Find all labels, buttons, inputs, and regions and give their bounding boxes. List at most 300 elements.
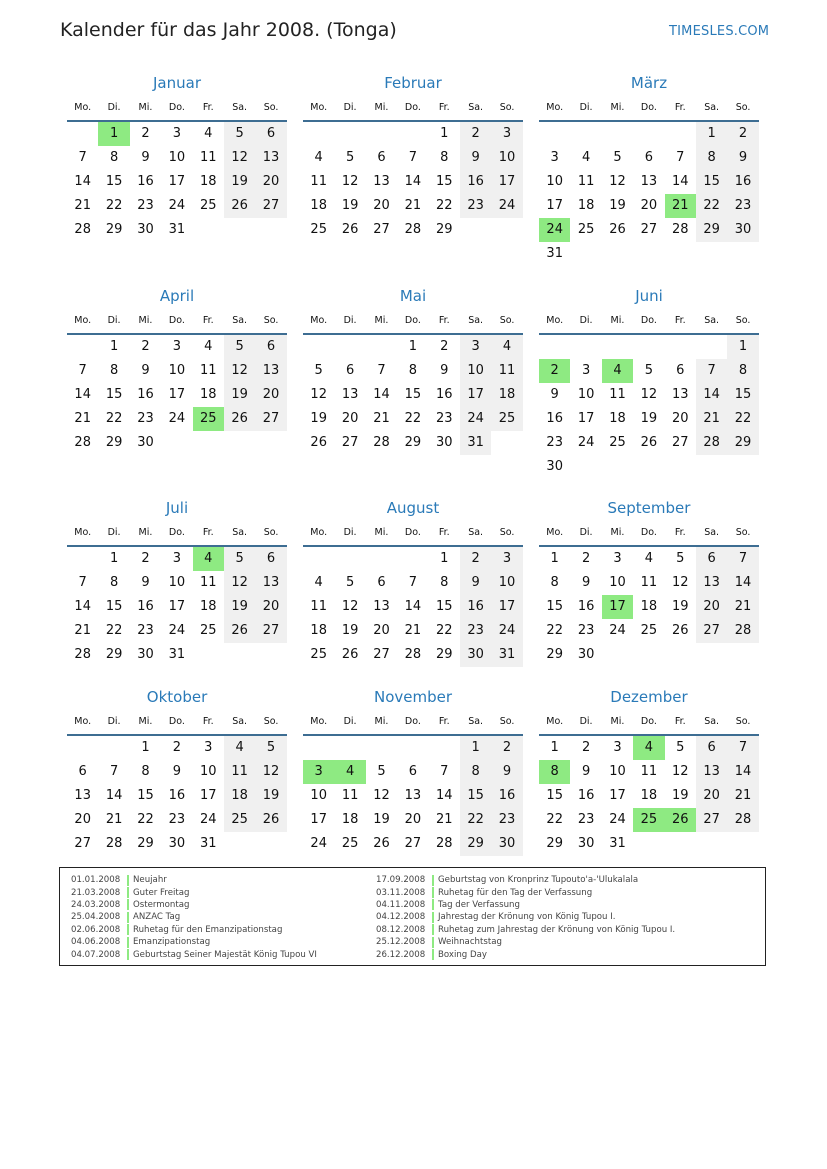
day-cell: 11 xyxy=(199,363,217,378)
legend-item xyxy=(71,886,317,898)
day-cell: 8 xyxy=(141,764,150,779)
empty-cell xyxy=(98,736,129,760)
day-cell: 26 xyxy=(224,407,255,431)
day-cell: 17 xyxy=(609,788,626,803)
day-cell: 11 xyxy=(640,764,658,779)
week-row xyxy=(67,359,287,383)
weekday-label: Sa. xyxy=(704,716,720,727)
empty-cell xyxy=(255,431,286,455)
day-cell: 15 xyxy=(546,788,563,803)
day-cell: 12 xyxy=(224,359,255,383)
weekday-label: Mo. xyxy=(546,315,564,326)
day-cell: 7 xyxy=(727,547,758,571)
day-cell: 14 xyxy=(74,599,91,614)
day-cell: 13 xyxy=(74,788,91,803)
weekday-header xyxy=(67,96,287,122)
day-cell: 21 xyxy=(373,411,390,426)
day-cell: 3 xyxy=(581,363,591,378)
empty-cell xyxy=(602,335,633,359)
holiday-marker xyxy=(432,924,434,935)
day-cell: 18 xyxy=(224,784,255,808)
weekday-label: So. xyxy=(499,102,515,113)
day-cell: 10 xyxy=(310,788,327,803)
day-cell: 9 xyxy=(141,363,150,378)
day-cell: 4 xyxy=(334,760,365,784)
day-cell: 1 xyxy=(550,551,559,566)
week-row xyxy=(67,335,287,359)
week-row xyxy=(539,619,759,643)
empty-cell xyxy=(602,242,633,266)
weekday-label: Sa. xyxy=(468,315,484,326)
week-row xyxy=(539,784,759,808)
day-cell: 17 xyxy=(577,411,595,426)
day-cell: 4 xyxy=(644,551,653,566)
legend-column-left xyxy=(71,874,317,961)
day-cell: 12 xyxy=(341,599,359,614)
day-cell: 29 xyxy=(137,836,154,851)
empty-cell xyxy=(397,547,428,571)
empty-cell xyxy=(602,455,633,479)
day-cell: 19 xyxy=(341,623,359,638)
weekday-label: Mi. xyxy=(610,716,625,727)
day-cell: 30 xyxy=(435,435,453,450)
weekday-label: Fr. xyxy=(438,315,450,326)
day-cell: 10 xyxy=(609,764,626,779)
empty-cell xyxy=(665,122,696,146)
day-cell: 28 xyxy=(727,808,758,832)
holiday-marker xyxy=(127,899,129,910)
day-cell: 1 xyxy=(141,740,150,755)
day-cell: 2 xyxy=(491,736,522,760)
empty-cell xyxy=(334,547,365,571)
weekday-label: Mo. xyxy=(74,527,92,538)
weekday-header xyxy=(303,309,523,335)
day-cell: 25 xyxy=(640,623,658,638)
day-cell: 3 xyxy=(613,551,622,566)
weekday-label: Mo. xyxy=(74,716,92,727)
day-cell: 3 xyxy=(172,551,181,566)
day-cell: 2 xyxy=(727,122,758,146)
legend-date: 04.11.2008 xyxy=(376,899,426,910)
day-cell: 15 xyxy=(105,387,123,402)
week-row xyxy=(303,194,523,218)
day-cell: 8 xyxy=(109,575,119,590)
day-cell: 3 xyxy=(204,740,213,755)
day-cell: 11 xyxy=(199,150,217,165)
day-cell: 6 xyxy=(676,363,685,378)
day-cell: 30 xyxy=(137,647,154,662)
day-cell: 28 xyxy=(404,647,422,662)
month-name: Juli xyxy=(165,499,189,517)
day-cell: 22 xyxy=(105,411,123,426)
day-cell: 24 xyxy=(168,198,186,213)
empty-cell xyxy=(665,643,696,667)
weekday-label: Di. xyxy=(579,527,593,538)
day-cell: 1 xyxy=(98,122,129,146)
weekday-label: Do. xyxy=(404,527,421,538)
weekday-label: Sa. xyxy=(468,527,484,538)
legend-date: 21.03.2008 xyxy=(71,887,121,898)
month-oktober xyxy=(67,684,287,856)
day-cell: 7 xyxy=(78,363,87,378)
day-cell: 4 xyxy=(314,150,323,165)
site-link[interactable]: TIMESLES.COM xyxy=(669,24,770,39)
day-cell: 14 xyxy=(404,174,422,189)
month-februar xyxy=(303,70,523,242)
day-cell: 3 xyxy=(303,760,334,784)
holiday-marker xyxy=(127,924,129,935)
weekday-label: Di. xyxy=(579,315,593,326)
day-cell: 22 xyxy=(696,194,727,218)
day-cell: 31 xyxy=(609,836,626,851)
day-cell: 6 xyxy=(408,764,417,779)
day-cell: 10 xyxy=(546,174,563,189)
legend-date: 04.07.2008 xyxy=(71,949,121,960)
day-cell: 29 xyxy=(696,218,727,242)
day-cell: 18 xyxy=(341,812,359,827)
empty-cell xyxy=(665,242,696,266)
legend-holiday-name: Emanzipationstag xyxy=(133,937,211,948)
day-cell: 21 xyxy=(404,623,422,638)
weekday-label: Do. xyxy=(168,527,185,538)
day-cell: 5 xyxy=(224,547,255,571)
holiday-marker xyxy=(432,937,434,948)
day-cell: 17 xyxy=(199,788,217,803)
weekday-label: Fr. xyxy=(202,527,214,538)
day-cell: 13 xyxy=(696,571,727,595)
day-cell: 6 xyxy=(644,150,653,165)
week-row xyxy=(67,760,287,784)
day-cell: 27 xyxy=(255,619,286,643)
day-cell: 13 xyxy=(255,146,286,170)
day-cell: 8 xyxy=(109,363,119,378)
day-cell: 23 xyxy=(137,623,154,638)
week-row xyxy=(539,832,759,856)
day-cell: 15 xyxy=(435,174,453,189)
legend-item xyxy=(376,948,675,960)
day-cell: 25 xyxy=(633,808,664,832)
day-cell: 7 xyxy=(696,359,727,383)
day-cell: 27 xyxy=(255,407,286,431)
week-row xyxy=(539,122,759,146)
weekday-label: So. xyxy=(499,716,515,727)
day-cell: 15 xyxy=(404,387,422,402)
weekday-label: Mi. xyxy=(374,315,389,326)
day-cell: 2 xyxy=(141,551,150,566)
week-row xyxy=(539,383,759,407)
empty-cell xyxy=(633,242,664,266)
week-row xyxy=(303,146,523,170)
legend-holiday-name: Geburtstag Seiner Majestät König Tupou VI xyxy=(133,949,317,960)
empty-cell xyxy=(224,832,255,856)
day-cell: 21 xyxy=(727,784,758,808)
legend-holiday-name: Tag der Verfassung xyxy=(438,899,520,910)
week-row xyxy=(303,359,523,383)
day-cell: 17 xyxy=(491,170,522,194)
week-row xyxy=(539,146,759,170)
day-cell: 19 xyxy=(255,784,286,808)
day-cell: 21 xyxy=(404,198,422,213)
empty-cell xyxy=(334,335,365,359)
day-cell: 20 xyxy=(255,383,286,407)
day-cell: 29 xyxy=(404,435,422,450)
weekday-label: Mi. xyxy=(138,102,153,113)
day-cell: 25 xyxy=(577,222,595,237)
day-cell: 23 xyxy=(577,623,595,638)
week-row xyxy=(303,170,523,194)
week-row xyxy=(67,407,287,431)
legend-holiday-name: Weihnachtstag xyxy=(438,937,502,948)
day-cell: 11 xyxy=(577,174,595,189)
weekday-label: So. xyxy=(263,527,279,538)
legend-holiday-name: Neujahr xyxy=(133,875,167,886)
empty-cell xyxy=(67,122,98,146)
empty-cell xyxy=(334,122,365,146)
day-cell: 30 xyxy=(460,643,491,667)
day-cell: 16 xyxy=(460,595,491,619)
day-cell: 8 xyxy=(408,363,417,378)
day-cell: 12 xyxy=(671,575,689,590)
day-cell: 20 xyxy=(640,198,658,213)
day-cell: 20 xyxy=(696,784,727,808)
empty-cell xyxy=(539,122,570,146)
day-cell: 12 xyxy=(373,788,390,803)
day-cell: 25 xyxy=(310,647,327,662)
month-name: September xyxy=(607,499,691,517)
week-row xyxy=(303,218,523,242)
day-cell: 28 xyxy=(74,435,91,450)
month-name: Mai xyxy=(399,287,427,305)
day-cell: 16 xyxy=(577,788,595,803)
month-name: März xyxy=(630,74,668,92)
weekday-label: Mi. xyxy=(374,527,389,538)
day-cell: 28 xyxy=(74,222,91,237)
day-cell: 12 xyxy=(341,174,359,189)
day-cell: 23 xyxy=(727,194,758,218)
day-cell: 21 xyxy=(665,194,696,218)
weekday-label: Do. xyxy=(404,102,421,113)
holiday-marker xyxy=(432,887,434,898)
day-cell: 4 xyxy=(491,335,522,359)
day-cell: 3 xyxy=(550,150,559,165)
day-cell: 9 xyxy=(141,150,150,165)
day-cell: 12 xyxy=(609,174,626,189)
day-cell: 18 xyxy=(609,411,626,426)
empty-cell xyxy=(67,335,98,359)
holiday-marker xyxy=(127,937,129,948)
day-cell: 24 xyxy=(168,411,186,426)
day-cell: 7 xyxy=(676,150,685,165)
weekday-label: Mi. xyxy=(610,102,625,113)
week-row xyxy=(539,571,759,595)
day-cell: 26 xyxy=(373,836,390,851)
day-cell: 6 xyxy=(255,547,286,571)
day-cell: 16 xyxy=(546,411,563,426)
weekday-label: Di. xyxy=(343,527,357,538)
day-cell: 24 xyxy=(199,812,217,827)
weekday-label: Mo. xyxy=(310,102,328,113)
day-cell: 13 xyxy=(373,599,390,614)
weekday-label: Do. xyxy=(404,716,421,727)
day-cell: 15 xyxy=(460,784,491,808)
legend-date: 08.12.2008 xyxy=(376,924,426,935)
day-cell: 18 xyxy=(310,198,327,213)
legend-holiday-name: Boxing Day xyxy=(438,949,487,960)
month-juli xyxy=(67,495,287,667)
empty-cell xyxy=(633,122,664,146)
weekday-label: Sa. xyxy=(704,102,720,113)
legend-item xyxy=(376,899,675,911)
weekday-label: Di. xyxy=(343,315,357,326)
empty-cell xyxy=(491,431,522,455)
day-cell: 24 xyxy=(460,407,491,431)
weekday-label: Di. xyxy=(107,315,121,326)
day-cell: 10 xyxy=(199,764,217,779)
day-cell: 14 xyxy=(727,760,758,784)
day-cell: 6 xyxy=(78,764,87,779)
legend-date: 04.12.2008 xyxy=(376,912,426,923)
week-row xyxy=(67,832,287,856)
day-cell: 4 xyxy=(204,126,213,141)
day-cell: 17 xyxy=(491,595,522,619)
day-cell: 17 xyxy=(168,387,186,402)
week-row xyxy=(539,595,759,619)
empty-cell xyxy=(727,832,758,856)
weekday-label: Mi. xyxy=(138,716,153,727)
week-row xyxy=(303,760,523,784)
weekday-label: Di. xyxy=(107,716,121,727)
day-cell: 28 xyxy=(696,431,727,455)
week-row xyxy=(67,736,287,760)
day-cell: 22 xyxy=(404,411,422,426)
weekday-label: Mo. xyxy=(310,315,328,326)
legend-holiday-name: Geburtstag von Kronprinz Tupouto'a-'Ulukalala xyxy=(438,875,639,886)
day-cell: 13 xyxy=(671,387,689,402)
day-cell: 28 xyxy=(671,222,689,237)
legend-holiday-name: ANZAC Tag xyxy=(133,912,181,923)
day-cell: 20 xyxy=(373,198,390,213)
day-cell: 9 xyxy=(581,764,591,779)
day-cell: 10 xyxy=(609,575,626,590)
week-row xyxy=(67,194,287,218)
day-cell: 27 xyxy=(696,808,727,832)
day-cell: 15 xyxy=(105,174,123,189)
empty-cell xyxy=(334,736,365,760)
week-row xyxy=(539,736,759,760)
empty-cell xyxy=(696,455,727,479)
day-cell: 15 xyxy=(435,599,453,614)
day-cell: 16 xyxy=(137,599,154,614)
day-cell: 5 xyxy=(345,150,355,165)
day-cell: 26 xyxy=(341,222,359,237)
empty-cell xyxy=(460,218,491,242)
weekday-header xyxy=(539,96,759,122)
week-row xyxy=(539,643,759,667)
month-name: August xyxy=(386,499,440,517)
day-cell: 20 xyxy=(696,595,727,619)
day-cell: 23 xyxy=(577,812,595,827)
day-cell: 7 xyxy=(727,736,758,760)
day-cell: 19 xyxy=(341,198,359,213)
day-cell: 7 xyxy=(408,575,417,590)
day-cell: 23 xyxy=(137,198,154,213)
day-cell: 8 xyxy=(440,575,449,590)
day-cell: 23 xyxy=(168,812,186,827)
day-cell: 28 xyxy=(435,836,453,851)
legend-date: 04.06.2008 xyxy=(71,937,121,948)
day-cell: 24 xyxy=(609,812,626,827)
empty-cell xyxy=(539,335,570,359)
legend-date: 24.03.2008 xyxy=(71,899,121,910)
weekday-label: Fr. xyxy=(438,527,450,538)
day-cell: 10 xyxy=(491,146,522,170)
weekday-label: Mo. xyxy=(546,716,564,727)
week-row xyxy=(539,431,759,455)
week-row xyxy=(67,571,287,595)
weekday-label: Mo. xyxy=(74,315,92,326)
day-cell: 6 xyxy=(696,547,727,571)
holiday-marker xyxy=(432,912,434,923)
day-cell: 17 xyxy=(546,198,563,213)
empty-cell xyxy=(303,122,334,146)
day-cell: 23 xyxy=(460,194,491,218)
weekday-header xyxy=(67,710,287,736)
day-cell: 15 xyxy=(546,599,563,614)
day-cell: 5 xyxy=(255,736,286,760)
day-cell: 29 xyxy=(546,647,563,662)
day-cell: 11 xyxy=(491,359,522,383)
day-cell: 14 xyxy=(74,387,91,402)
month-name: April xyxy=(159,287,195,305)
day-cell: 16 xyxy=(435,387,453,402)
day-cell: 20 xyxy=(404,812,422,827)
day-cell: 4 xyxy=(204,339,213,354)
week-row xyxy=(67,808,287,832)
legend-date: 17.09.2008 xyxy=(376,875,426,886)
day-cell: 5 xyxy=(345,575,355,590)
day-cell: 7 xyxy=(78,575,87,590)
month-name: Oktober xyxy=(146,688,208,706)
day-cell: 5 xyxy=(676,551,685,566)
day-cell: 24 xyxy=(491,619,522,643)
day-cell: 19 xyxy=(224,383,255,407)
day-cell: 11 xyxy=(310,599,327,614)
weekday-label: Mo. xyxy=(310,527,328,538)
day-cell: 7 xyxy=(78,150,87,165)
empty-cell xyxy=(633,832,664,856)
day-cell: 8 xyxy=(539,760,570,784)
weekday-label: Di. xyxy=(343,716,357,727)
empty-cell xyxy=(602,643,633,667)
week-row xyxy=(67,146,287,170)
page-title: Kalender für das Jahr 2008. (Tonga) xyxy=(60,19,397,41)
day-cell: 19 xyxy=(671,599,689,614)
empty-cell xyxy=(303,547,334,571)
day-cell: 5 xyxy=(644,363,653,378)
day-cell: 16 xyxy=(577,599,595,614)
empty-cell xyxy=(366,547,397,571)
week-row xyxy=(303,122,523,146)
day-cell: 23 xyxy=(460,619,491,643)
day-cell: 29 xyxy=(546,836,563,851)
weekday-label: Mo. xyxy=(74,102,92,113)
legend-item xyxy=(376,911,675,923)
week-row xyxy=(303,784,523,808)
empty-cell xyxy=(665,455,696,479)
day-cell: 24 xyxy=(577,435,595,450)
day-cell: 26 xyxy=(671,623,689,638)
holiday-legend xyxy=(59,867,766,966)
